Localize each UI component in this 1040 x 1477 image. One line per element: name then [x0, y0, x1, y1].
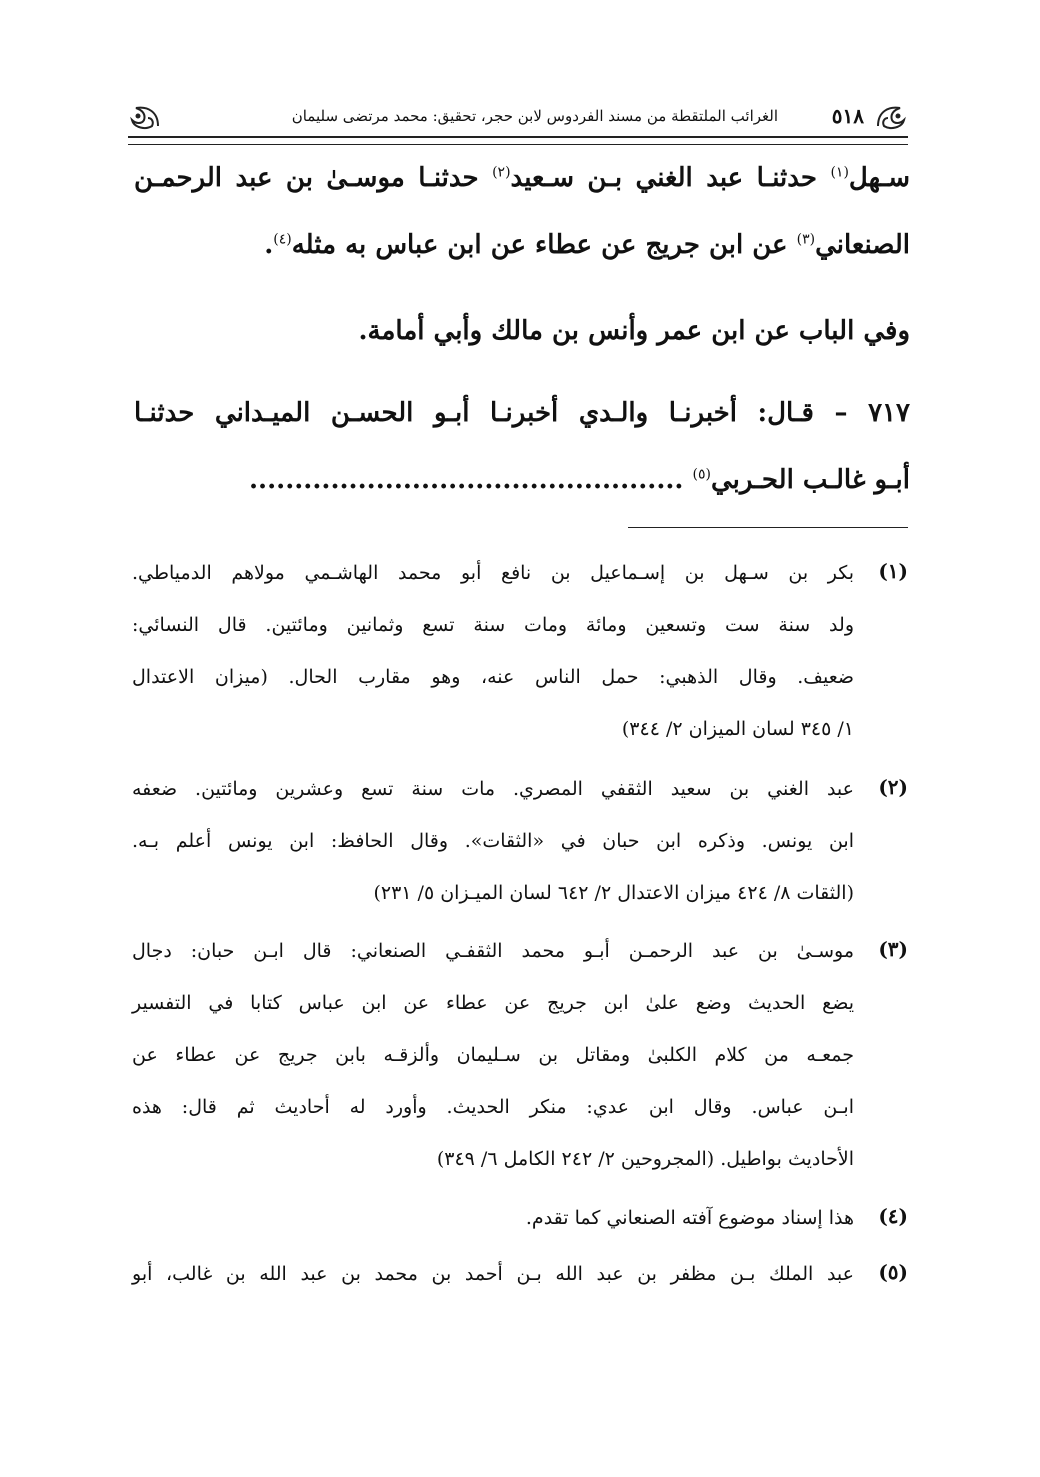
footnote-number: (١)	[878, 559, 908, 583]
footnote-text: بكر بن سـهل بن إسـماعيل بن نافع أبو محمد الهاشـمي مولاهم الدمياطي. ولد سنة ست وتسعين ومائة ومات سنة تسع وثمانين ومائتين. قال النسائي: ضعيف. وقال الذهبي: حمل الناس عنه، وهو مقارب الحال. (ميزان الاعتدال ١/ ٣٤٥ لسان الميزان ٢/ ٣٤٤)	[132, 562, 854, 740]
main-text-line-4: ٧١٧ – قـال: أخبرنـا والـدي أخبرنـا أبـو الحسـن الميـداني حدثنـا	[134, 398, 910, 428]
footnote-text: هذا إسناد موضوع آفته الصنعاني كما تقدم.	[525, 1207, 854, 1229]
running-title: الغرائب الملتقطة من مسند الفردوس لابن حجر، تحقيق: محمد مرتضى سليمان	[291, 107, 778, 125]
footnote-text: موسـىٰ بن عبد الرحمـن أبـو محمد الثقفـي الصنعاني: قال ابـن حبان: دجال يضع الحديث وضع علىٰ ابن جريج عن عطاء عن ابن عباس كتابا في التفسير جمعـه من كلام الكلبىٰ ومقاتل بن سـليمان وألزقـه بابن جريج عن عطاء عن ابـن عباس. وقال ابن عدي: منكر الحديث. وأورد له أحاديث ثم قال: هذه الأحاديث بواطيل. (المجروحين ٢/ ٢٤٢ الكامل ٦/ ٣٤٩)	[132, 940, 854, 1170]
main-text-line-5: أبـو غالـب الحـربي$^{(٥)}$ ................................................	[248, 465, 910, 495]
page-header	[128, 98, 908, 134]
main-text-line-2: الصنعاني$^{(٣)}$ عن ابن جريج عن عطاء عن ابن عباس به مثله$^{(٤)}$.	[264, 230, 910, 260]
footnote-number: (٥)	[878, 1260, 908, 1284]
footnote-number: (٢)	[878, 775, 908, 799]
footnote-text: عبد الملك بـن مظفر بن عبد الله بـن أحمد بن محمد بن عبد الله بن غالب، أبو	[132, 1263, 854, 1285]
main-text-line-1: سـهل$^{(١)}$ حدثنـا عبد الغني بـن سـعيد$^{(٢)}$ حدثنـا موسـىٰ بن عبد الرحمـن	[134, 163, 910, 193]
page-number: ٥١٨	[831, 104, 864, 128]
floral-ornament-icon	[874, 102, 908, 130]
footnote-number: (٣)	[878, 937, 908, 961]
footnote-separator	[628, 527, 908, 528]
footnote-text: عبد الغني بن سعيد الثقفي المصري. مات سنة تسع وعشرين ومائتين. ضعفه ابن يونس. وذكره ابن حبان في «الثقات». وقال الحافظ: ابن يونس أعلم بـه. (الثقات ٨/ ٤٢٤ ميزان الاعتدال ٢/ ٦٤٢ لسان الميـزان ٥/ ٢٣١)	[132, 778, 854, 904]
footnote-number: (٤)	[878, 1204, 908, 1228]
floral-ornament-icon	[128, 102, 162, 130]
main-text-line-3: وفي الباب عن ابن عمر وأنس بن مالك وأبي أمامة.	[358, 316, 910, 346]
header-rule	[128, 136, 908, 145]
